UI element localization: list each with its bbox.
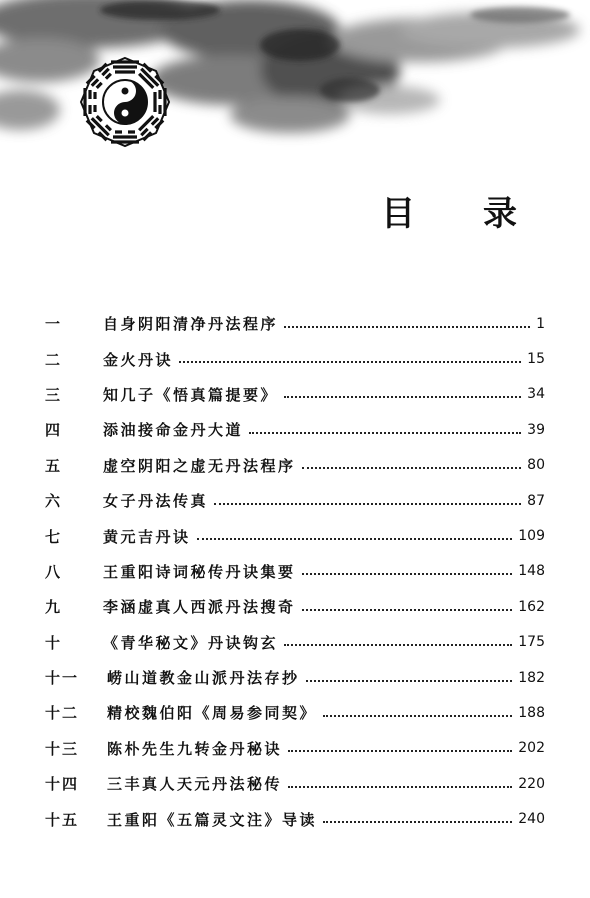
toc-title: 崂山道教金山派丹法存抄 [107,669,300,688]
toc-entry[interactable] [45,695,545,730]
toc-page-number: 80 [527,457,545,474]
yin-yang-icon [103,80,147,124]
toc-entry[interactable] [45,660,545,695]
toc-number: 六 [45,492,63,511]
toc-number: 十五 [45,810,80,829]
dot-leader [249,432,521,434]
toc-title: 陈朴先生九转金丹秘诀 [107,739,283,758]
toc-page-number: 15 [527,351,545,368]
toc-title: 李涵虚真人西派丹法搜奇 [103,598,296,617]
toc-number: 一 [45,315,63,334]
dot-leader [197,538,513,540]
toc-number: 十一 [45,669,80,688]
toc-page-number: 240 [518,811,545,828]
toc-entry[interactable] [45,448,545,483]
toc-entry[interactable] [45,731,545,766]
page-title: 目 录 [381,194,545,234]
toc-title: 自身阴阳清净丹法程序 [103,315,279,334]
toc-entry[interactable] [45,554,545,589]
toc-entry[interactable] [45,412,545,447]
toc-page-number: 34 [527,386,545,403]
toc-entry[interactable] [45,518,545,553]
dot-leader [323,715,512,717]
toc-number: 八 [45,562,63,581]
dot-leader [288,750,512,752]
toc-number: 七 [45,527,63,546]
toc-title: 金火丹诀 [103,350,174,369]
dot-leader [302,573,513,575]
toc-page-number: 220 [518,775,545,792]
toc-entry[interactable] [45,801,545,836]
toc-entry[interactable] [45,625,545,660]
toc-entry[interactable] [45,766,545,801]
dot-leader [214,503,521,505]
toc-page-number: 202 [518,740,545,757]
toc-page-number: 109 [518,528,545,545]
toc-number: 十四 [45,775,80,794]
toc-page-number: 188 [518,704,545,721]
toc-title: 精校魏伯阳《周易参同契》 [107,704,318,723]
toc-entry[interactable] [45,589,545,624]
toc-title: 《青华秘文》丹诀钩玄 [103,633,279,652]
dot-leader [306,680,513,682]
toc-title: 虚空阴阳之虚无丹法程序 [103,456,296,475]
toc-title: 王重阳诗词秘传丹诀集要 [103,562,296,581]
dot-leader [288,786,512,788]
toc-page-number: 148 [518,563,545,580]
toc-entry[interactable] [45,306,545,341]
toc-entry[interactable] [45,483,545,518]
dot-leader [302,609,513,611]
dot-leader [323,821,512,823]
toc-number: 十二 [45,704,80,723]
toc-number: 三 [45,385,63,404]
toc-page-number: 162 [518,598,545,615]
toc-title: 女子丹法传真 [103,492,209,511]
toc-number: 九 [45,598,63,617]
toc-page-number: 175 [518,634,545,651]
toc-page-number: 1 [536,315,545,332]
bagua-icon [81,58,169,146]
toc-title: 三丰真人天元丹法秘传 [107,775,283,794]
toc-title: 黄元吉丹诀 [103,527,191,546]
table-of-contents [45,306,545,837]
toc-entry[interactable] [45,341,545,376]
dot-leader [284,396,521,398]
toc-number: 十三 [45,739,80,758]
dot-leader [284,644,512,646]
dot-leader [179,361,521,363]
toc-entry[interactable] [45,377,545,412]
dot-leader [302,467,522,469]
toc-title: 添油接命金丹大道 [103,421,244,440]
toc-page-number: 87 [527,492,545,509]
toc-number: 十 [45,633,63,652]
toc-title: 知几子《悟真篇提要》 [103,385,279,404]
toc-number: 四 [45,421,63,440]
toc-title: 王重阳《五篇灵文注》导读 [107,810,318,829]
toc-page-number: 39 [527,421,545,438]
dot-leader [284,326,530,328]
toc-number: 二 [45,350,63,369]
toc-page-number: 182 [518,669,545,686]
toc-number: 五 [45,456,63,475]
header-ink-painting [0,0,590,160]
